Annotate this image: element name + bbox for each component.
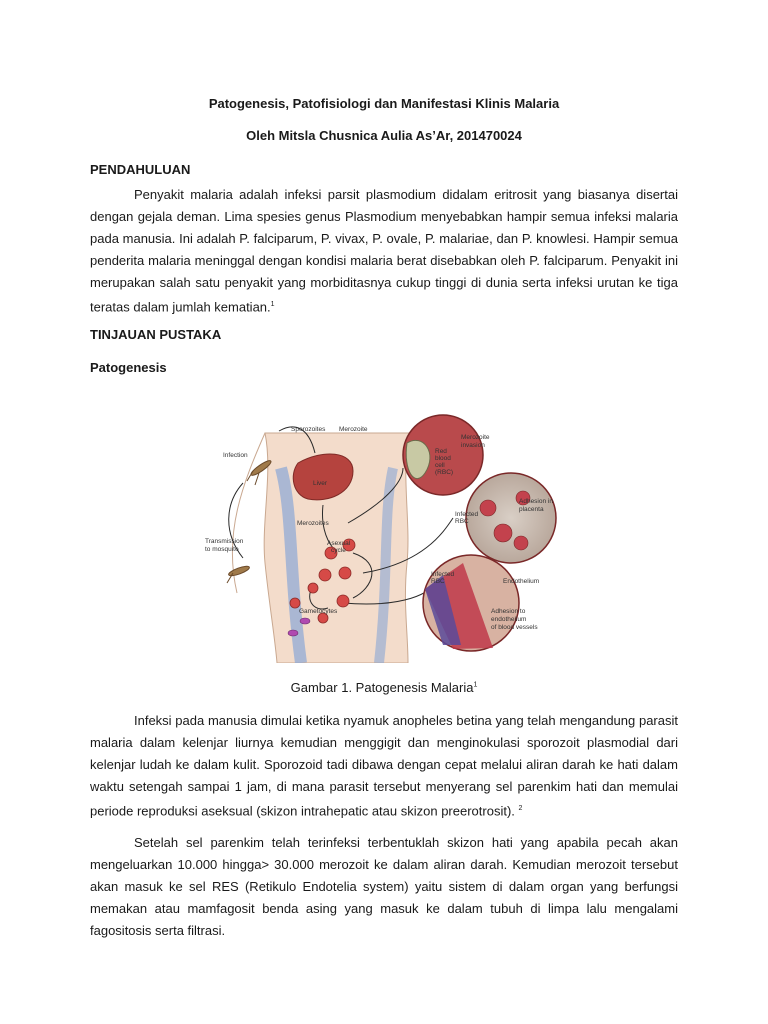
caption-footnote-ref: 1	[473, 681, 478, 689]
label-merozoites: Merozoites	[297, 520, 329, 527]
intro-paragraph	[90, 184, 678, 318]
label-merozoite: Merozoite	[339, 426, 368, 433]
label-rbc-4: (RBC)	[435, 469, 454, 476]
label-gametocytes: Gametocytes	[299, 608, 338, 615]
figure-illustration	[203, 413, 565, 663]
para2-text: Infeksi pada manusia dimulai ketika nyamuk anopheles betina yang telah mengandung parasit malaria dalam kelenjar liurnya kemudian menggigit dan menginokulasi sporozoit plasmodial dari kelenjar ludah ke dalam kulit. Sporozoid tadi dibawa dengan cepat melalui aliran darah ke hati dalam waktu setengah sampai 1 jam, di mana parasit tersebut menyerang sel parenkim hati dan memulai periode reproduksi aseksual (skizon intrahepatic atau skizon preerotrosit).	[90, 713, 678, 819]
label-infected-rbc-2b: RBC	[431, 578, 445, 585]
caption-text: Gambar 1. Patogenesis Malaria	[290, 680, 474, 695]
para3-text: Setelah sel parenkim telah terinfeksi terbentuklah skizon hati yang apabila pecah akan mengeluarkan 10.000 hingga> 30.000 merozoit ke dalam aliran darah. Kemudian merozoit tersebut akan masuk ke sel RES (Retikulo Endotelia system) yaitu sistem di dalam organ yang berfungsi memakan atau mamfagosit benda asing yang masuk ke dalam tubuh di limpa lalu mengalami fagositosis serta filtrasi.	[90, 835, 678, 938]
malaria-pathogenesis-figure	[203, 413, 565, 663]
label-adhesion-endo-3: of blood vessels	[491, 624, 538, 631]
label-adhesion-endo-2: endothelium	[491, 616, 527, 623]
label-adhesion-endo-1: Adhesion to	[491, 608, 526, 615]
label-liver: Liver	[313, 480, 328, 487]
label-infected-rbc-1b: RBC	[455, 518, 469, 525]
intro-footnote-ref: 1	[270, 301, 275, 308]
label-transmission-1: Transmission	[205, 538, 244, 545]
label-merozoite-invasion-2: invasion	[461, 442, 485, 449]
paragraph-infection	[90, 710, 678, 822]
label-endothelium: Endothelium	[503, 578, 540, 585]
author-line: Oleh Mitsla Chusnica Aulia As’Ar, 201470024	[246, 128, 522, 143]
label-transmission-2: to mosquito	[205, 546, 239, 553]
label-rbc-1: Red	[435, 448, 447, 455]
label-adhesion-placenta-1: Adhesion in	[519, 498, 553, 505]
label-infected-rbc-2a: Infected	[431, 571, 455, 578]
label-adhesion-placenta-2: placenta	[519, 506, 544, 513]
intro-text: Penyakit malaria adalah infeksi parsit plasmodium didalam eritrosit yang biasanya disertai dengan gejala deman. Lima spesies genus Plasmodium menyebabkan hampir semua infeksi malaria pada manusia. Ini adalah P. falciparum, P. vivax, P. ovale, P. malariae, dan P. knowlesi. Hampir semua penderita malaria meninggal dengan kondisi malaria berat disebabkan oleh P. falciparum. Penyakit ini merupakan salah satu penyakit yang morbiditasnya cukup tinggi di dunia serta infeksi urutan ke tiga teratas dalam jumlah kematian.	[90, 187, 678, 315]
document-title: Patogenesis, Patofisiologi dan Manifestasi Klinis Malaria	[208, 96, 560, 111]
heading-patogenesis: Patogenesis	[90, 360, 167, 375]
label-infected-rbc-1a: Infected	[455, 511, 479, 518]
label-rbc-2: blood	[435, 455, 451, 462]
label-asexual-2: cycle	[331, 547, 346, 554]
label-rbc-3: cell	[435, 462, 445, 469]
label-asexual-1: Asexual	[327, 540, 351, 547]
figure-caption	[0, 680, 768, 695]
paragraph-schizont	[90, 832, 678, 942]
heading-pendahuluan: PENDAHULUAN	[90, 162, 191, 177]
label-infection: Infection	[223, 452, 248, 459]
label-sporozoites: Sporozoites	[291, 426, 326, 433]
heading-tinjauan-pustaka: TINJAUAN PUSTAKA	[90, 327, 222, 342]
para2-footnote-ref: 2	[518, 805, 523, 812]
label-merozoite-invasion-1: Merozoite	[461, 434, 490, 441]
